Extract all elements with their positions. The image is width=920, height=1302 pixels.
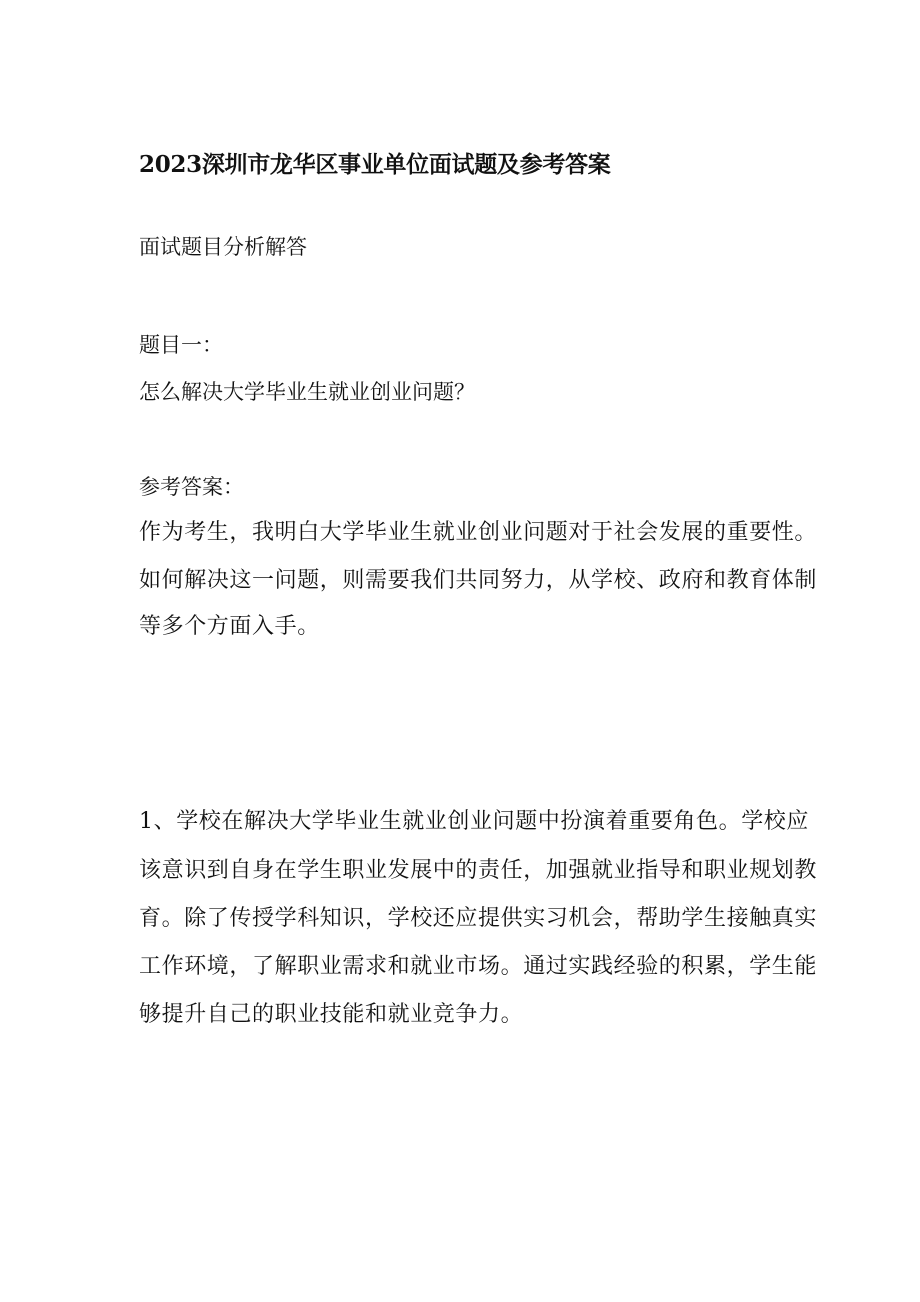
point1-line: 工作环境，了解职业需求和就业市场。通过实践经验的积累，学生能 xyxy=(139,954,818,979)
document-title: 2023深圳市龙华区事业单位面试题及参考答案 xyxy=(139,151,611,178)
question-text: 怎么解决大学毕业生就业创业问题？ xyxy=(139,380,475,404)
point1-line: 够提升自己的职业技能和就业竞争力。 xyxy=(139,1002,524,1027)
intro-line: 等多个方面入手。 xyxy=(139,614,320,639)
point1-line: 1、学校在解决大学毕业生就业创业问题中扮演着重要角色。学校应 xyxy=(139,809,809,834)
point1-line: 育。除了传授学科知识，学校还应提供实习机会，帮助学生接触真实 xyxy=(139,906,818,931)
question-label: 题目一： xyxy=(139,333,223,357)
document-subtitle: 面试题目分析解答 xyxy=(139,235,307,259)
intro-line: 如何解决这一问题，则需要我们共同努力，从学校、政府和教育体制 xyxy=(139,568,818,593)
point1-line: 该意识到自身在学生职业发展中的责任，加强就业指导和职业规划教 xyxy=(139,858,818,883)
answer-label: 参考答案： xyxy=(139,475,244,499)
intro-line: 作为考生，我明白大学毕业生就业创业问题对于社会发展的重要性。 xyxy=(139,520,818,545)
